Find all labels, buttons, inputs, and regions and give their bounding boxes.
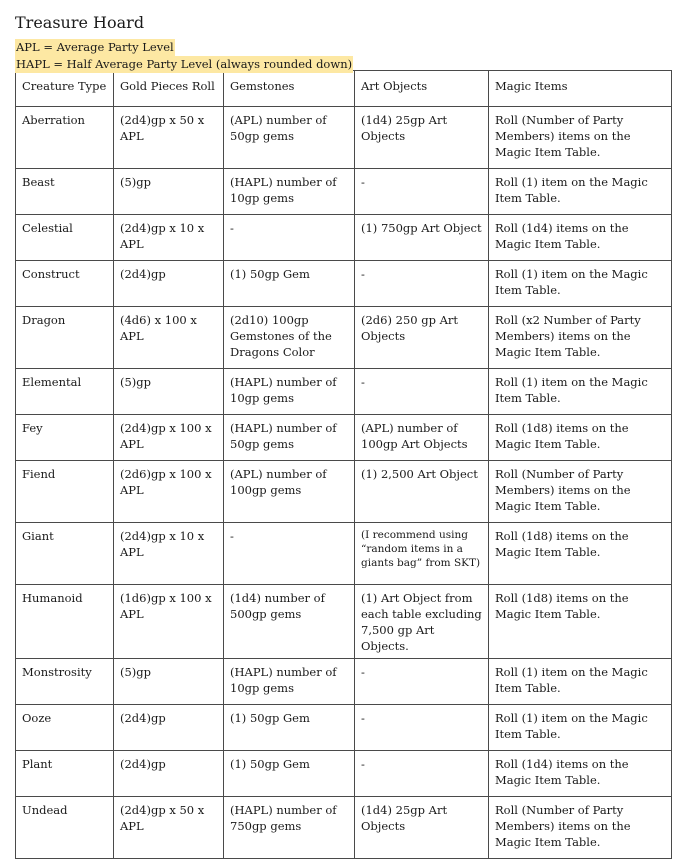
- cell-gold-pieces: (2d4)gp: [114, 705, 224, 751]
- cell-art-objects: -: [355, 751, 489, 797]
- cell-gold-pieces: (5)gp: [114, 659, 224, 705]
- table-row: [16, 751, 672, 797]
- cell-creature-type: Fiend: [16, 461, 114, 523]
- table-header-row: [16, 71, 672, 107]
- cell-creature-type: Elemental: [16, 369, 114, 415]
- cell-creature-type: Undead: [16, 797, 114, 859]
- cell-gemstones: (HAPL) number of 10gp gems: [224, 169, 355, 215]
- cell-art-objects: (I recommend using “random items in a giants bag” from SKT): [355, 523, 489, 585]
- table-row: [16, 523, 672, 585]
- table-row: [16, 705, 672, 751]
- cell-magic-items: Roll (1d8) items on the Magic Item Table.: [489, 415, 672, 461]
- cell-gemstones: (1d4) number of 500gp gems: [224, 585, 355, 659]
- cell-art-objects: (APL) number of 100gp Art Objects: [355, 415, 489, 461]
- cell-gemstones: -: [224, 215, 355, 261]
- cell-gold-pieces: (5)gp: [114, 169, 224, 215]
- cell-gemstones: (1) 50gp Gem: [224, 261, 355, 307]
- cell-gemstones: (HAPL) number of 750gp gems: [224, 797, 355, 859]
- cell-gold-pieces: (2d4)gp x 10 x APL: [114, 215, 224, 261]
- table-row: [16, 261, 672, 307]
- cell-art-objects: (1) 750gp Art Object: [355, 215, 489, 261]
- table-row: [16, 307, 672, 369]
- cell-gemstones: -: [224, 523, 355, 585]
- cell-gold-pieces: (1d6)gp x 100 x APL: [114, 585, 224, 659]
- header-art-objects: Art Objects: [355, 71, 489, 107]
- cell-art-objects: (1d4) 25gp Art Objects: [355, 797, 489, 859]
- document-page: [15, 12, 670, 859]
- cell-art-objects: (1) Art Object from each table excluding 7,500 gp Art Objects.: [355, 585, 489, 659]
- cell-creature-type: Aberration: [16, 107, 114, 169]
- cell-gold-pieces: (2d4)gp: [114, 261, 224, 307]
- cell-creature-type: Dragon: [16, 307, 114, 369]
- cell-creature-type: Ooze: [16, 705, 114, 751]
- table-row: [16, 169, 672, 215]
- cell-magic-items: Roll (Number of Party Members) items on the Magic Item Table.: [489, 107, 672, 169]
- cell-creature-type: Plant: [16, 751, 114, 797]
- cell-creature-type: Beast: [16, 169, 114, 215]
- cell-art-objects: (2d6) 250 gp Art Objects: [355, 307, 489, 369]
- cell-creature-type: Monstrosity: [16, 659, 114, 705]
- cell-gemstones: (1) 50gp Gem: [224, 705, 355, 751]
- cell-art-objects: -: [355, 369, 489, 415]
- page-title: Treasure Hoard: [15, 13, 145, 32]
- legend-hapl: HAPL = Half Average Party Level (always rounded down): [16, 57, 353, 71]
- cell-creature-type: Humanoid: [16, 585, 114, 659]
- treasure-hoard-table: [15, 70, 672, 859]
- cell-art-objects: (1d4) 25gp Art Objects: [355, 107, 489, 169]
- cell-creature-type: Giant: [16, 523, 114, 585]
- header-gemstones: Gemstones: [224, 71, 355, 107]
- header-gold-pieces-roll: Gold Pieces Roll: [114, 71, 224, 107]
- cell-magic-items: Roll (1) item on the Magic Item Table.: [489, 261, 672, 307]
- cell-magic-items: Roll (1) item on the Magic Item Table.: [489, 705, 672, 751]
- cell-magic-items: Roll (1d4) items on the Magic Item Table.: [489, 751, 672, 797]
- cell-gemstones: (2d10) 100gp Gemstones of the Dragons Color: [224, 307, 355, 369]
- cell-art-objects: -: [355, 169, 489, 215]
- cell-gold-pieces: (4d6) x 100 x APL: [114, 307, 224, 369]
- cell-magic-items: Roll (1) item on the Magic Item Table.: [489, 659, 672, 705]
- cell-gemstones: (HAPL) number of 10gp gems: [224, 659, 355, 705]
- cell-magic-items: Roll (x2 Number of Party Members) items on the Magic Item Table.: [489, 307, 672, 369]
- table-row: [16, 369, 672, 415]
- table-row: [16, 659, 672, 705]
- cell-magic-items: Roll (1d8) items on the Magic Item Table.: [489, 523, 672, 585]
- cell-gemstones: (APL) number of 100gp gems: [224, 461, 355, 523]
- cell-gold-pieces: (2d4)gp x 50 x APL: [114, 107, 224, 169]
- table-row: [16, 461, 672, 523]
- table-row: [16, 107, 672, 169]
- cell-gold-pieces: (5)gp: [114, 369, 224, 415]
- cell-gold-pieces: (2d6)gp x 100 x APL: [114, 461, 224, 523]
- cell-magic-items: Roll (Number of Party Members) items on the Magic Item Table.: [489, 461, 672, 523]
- cell-gemstones: (APL) number of 50gp gems: [224, 107, 355, 169]
- table-row: [16, 585, 672, 659]
- cell-gemstones: (1) 50gp Gem: [224, 751, 355, 797]
- table-row: [16, 797, 672, 859]
- legend-apl: APL = Average Party Level: [16, 40, 174, 54]
- header-magic-items: Magic Items: [489, 71, 672, 107]
- cell-gold-pieces: (2d4)gp: [114, 751, 224, 797]
- header-creature-type: Creature Type: [16, 71, 114, 107]
- cell-gold-pieces: (2d4)gp x 100 x APL: [114, 415, 224, 461]
- cell-magic-items: Roll (1) item on the Magic Item Table.: [489, 369, 672, 415]
- cell-art-objects: -: [355, 659, 489, 705]
- cell-magic-items: Roll (1d8) items on the Magic Item Table.: [489, 585, 672, 659]
- cell-creature-type: Celestial: [16, 215, 114, 261]
- table-row: [16, 215, 672, 261]
- cell-gold-pieces: (2d4)gp x 10 x APL: [114, 523, 224, 585]
- cell-creature-type: Construct: [16, 261, 114, 307]
- cell-gold-pieces: (2d4)gp x 50 x APL: [114, 797, 224, 859]
- table-row: [16, 415, 672, 461]
- cell-magic-items: Roll (1) item on the Magic Item Table.: [489, 169, 672, 215]
- cell-magic-items: Roll (Number of Party Members) items on the Magic Item Table.: [489, 797, 672, 859]
- cell-gemstones: (HAPL) number of 10gp gems: [224, 369, 355, 415]
- cell-creature-type: Fey: [16, 415, 114, 461]
- cell-gemstones: (HAPL) number of 50gp gems: [224, 415, 355, 461]
- cell-art-objects: (1) 2,500 Art Object: [355, 461, 489, 523]
- cell-magic-items: Roll (1d4) items on the Magic Item Table.: [489, 215, 672, 261]
- cell-art-objects: -: [355, 261, 489, 307]
- cell-art-objects: -: [355, 705, 489, 751]
